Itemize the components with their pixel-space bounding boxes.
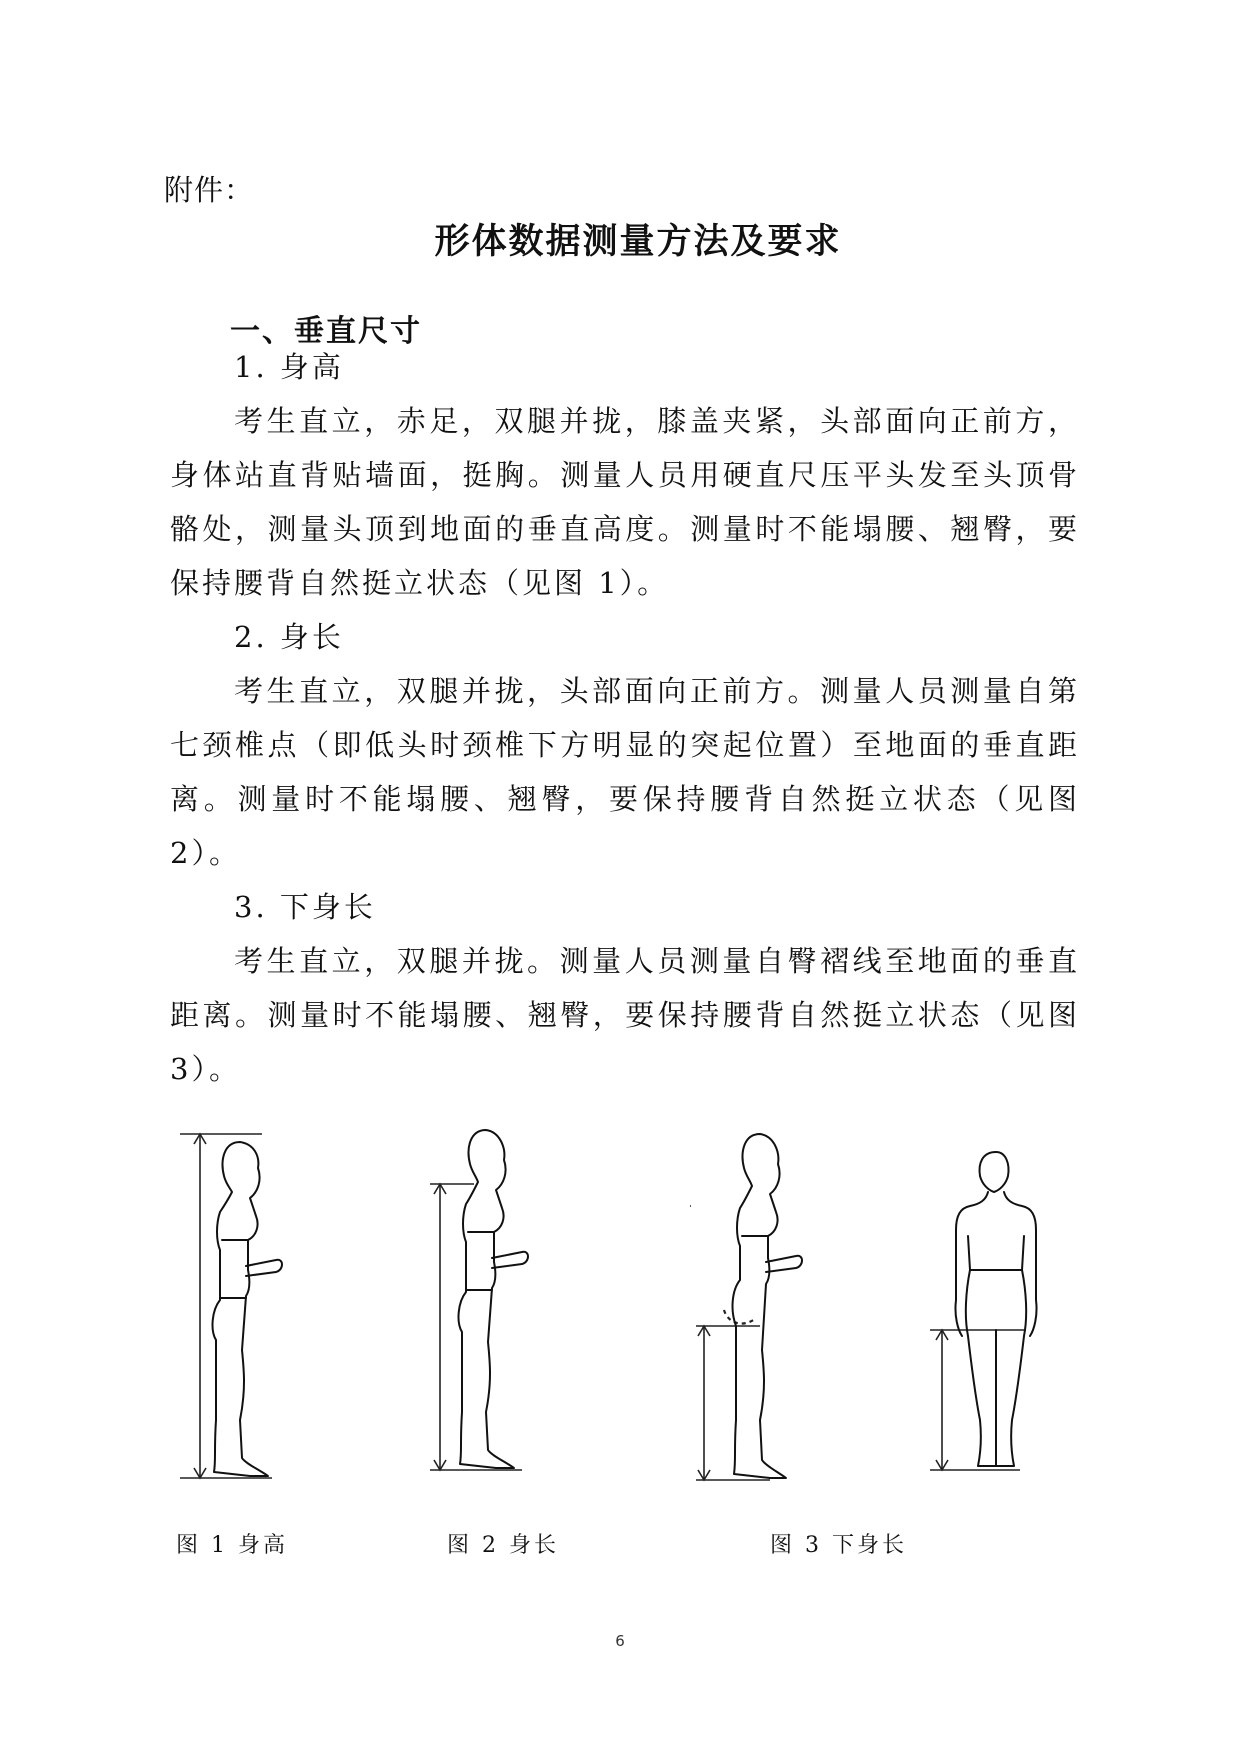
- item-title-lower-body-length: 3. 下身长: [234, 890, 376, 924]
- figure-1-caption: 图 1 身高: [176, 1533, 288, 1558]
- attachment-label: 附件：: [164, 173, 255, 207]
- section-body: [170, 340, 1080, 1096]
- figure-1-height-illustration: [180, 1120, 310, 1490]
- item-paragraph-height: 考生直立，赤足，双腿并拢，膝盖夹紧，头部面向正前方，身体站直背贴墙面，挺胸。测量人员用硬直尺压平头发至头顶骨骼处，测量头顶到地面的垂直高度。测量时不能塌腰、翘臀，要保持腰背自然挺立状态（见图 1）。: [170, 404, 1080, 600]
- section-heading: 一、垂直尺寸: [230, 314, 422, 349]
- item-title-body-length: 2. 身长: [234, 620, 344, 654]
- page-title: 形体数据测量方法及要求: [434, 222, 842, 262]
- figure-3-side-lower-body-illustration: [690, 1120, 830, 1490]
- figure-3-caption: 图 3 下身长: [770, 1533, 907, 1558]
- figures-row: [150, 1120, 1100, 1500]
- figure-3-back-lower-body-illustration: [930, 1120, 1070, 1490]
- figure-2-caption: 图 2 身长: [447, 1533, 559, 1558]
- page-number: 6: [615, 1632, 625, 1650]
- item-paragraph-body-length: 考生直立，双腿并拢，头部面向正前方。测量人员测量自第七颈椎点（即低头时颈椎下方明显的突起位置）至地面的垂直距离。测量时不能塌腰、翘臀，要保持腰背自然挺立状态（见图 2）。: [170, 674, 1080, 870]
- item-paragraph-lower-body-length: 考生直立，双腿并拢。测量人员测量自臀褶线至地面的垂直距离。测量时不能塌腰、翘臀，要保持腰背自然挺立状态（见图 3）。: [170, 944, 1080, 1086]
- figure-2-body-length-illustration: [430, 1120, 560, 1490]
- item-title-height: 1. 身高: [234, 350, 344, 384]
